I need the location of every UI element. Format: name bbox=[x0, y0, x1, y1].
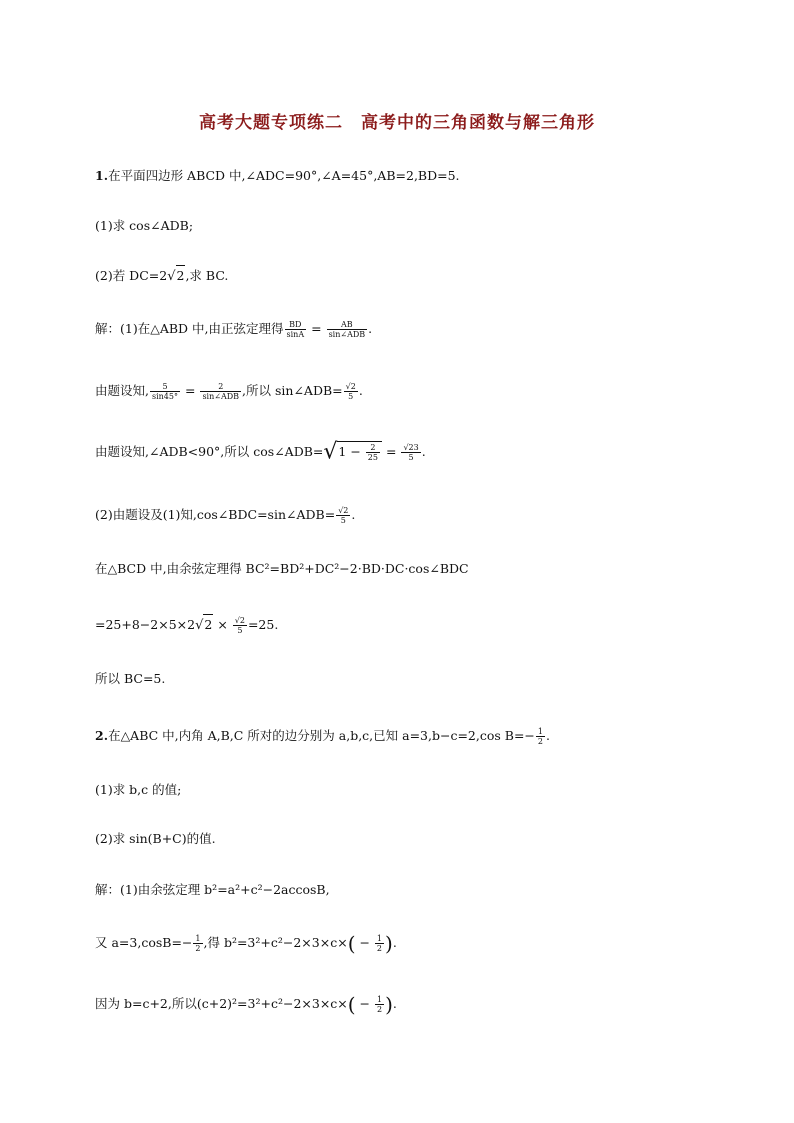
q1-solution-line3: 由题设知,∠ADB<90°,所以 cos∠ADB=√1 − $\frac{2}{25}$ = $\frac{√23}{5}$ . bbox=[95, 439, 426, 465]
right-paren: ) bbox=[385, 992, 393, 1017]
q2-part2: (2)求 sin(B+C)的值. bbox=[95, 831, 216, 846]
q1-solution-line4: (2)由题设及(1)知,cos∠BDC=sin∠ADB= $\frac{√2}{5}$ . bbox=[95, 506, 356, 525]
fraction: $\frac{√2}{5}$ bbox=[234, 616, 245, 635]
sqrt-sign: √ bbox=[195, 618, 204, 633]
q1-part1: (1)求 cos∠ADB; bbox=[95, 218, 194, 233]
q1-number: 1. bbox=[95, 168, 109, 183]
q1-solution-line6: =25+8−2×5×2√2 × $\frac{√2}{5}$ =25. bbox=[95, 616, 279, 635]
fraction: $\frac{AB}{\text{sin∠ADB}}$ bbox=[328, 320, 366, 339]
q2-solution-line3: 因为 b=c+2,所以(c+2)²=3²+c²−2×3×c×( − $\frac{1}{2}$ ). bbox=[95, 992, 397, 1017]
left-paren: ( bbox=[347, 992, 356, 1017]
q2-solution-line1: 解：(1)由余弦定理 b²=a²+c²−2accosB, bbox=[95, 882, 330, 897]
fraction: $\frac{5}{\sin 45^\circ}$ bbox=[151, 382, 178, 401]
q1-stem-text: 在平面四边形 ABCD 中,∠ADC=90°,∠A=45°,AB=2,BD=5. bbox=[108, 168, 460, 183]
fraction: $\frac{1}{2}$ bbox=[376, 934, 383, 953]
q2-stem: 2.在△ABC 中,内角 A,B,C 所对的边分别为 a,b,c,已知 a=3,b−c=2,cos B=− $\frac{1}{2}$ . bbox=[95, 727, 550, 746]
q2-number: 2. bbox=[95, 728, 109, 743]
sqrt-sign: √ bbox=[323, 439, 338, 465]
fraction: $\frac{2}{\text{sin∠ADB}}$ bbox=[202, 382, 240, 401]
q2-solution-line2: 又 a=3,cosB=− $\frac{1}{2}$ ,得 b²=3²+c²−2×3×c×( − $\frac{1}{2}$ ). bbox=[95, 931, 397, 956]
fraction: $\frac{1}{2}$ bbox=[377, 995, 383, 1014]
page-title: 高考大题专项练二 高考中的三角函数与解三角形 bbox=[199, 113, 595, 133]
fraction: $\frac{√2}{5}$ bbox=[338, 506, 349, 525]
fraction: $\frac{√2}{5}$ bbox=[345, 382, 356, 401]
q1-part2: (2)若 DC=2√2,求 BC. bbox=[95, 265, 228, 287]
left-paren: ( bbox=[347, 931, 356, 956]
fraction: $\frac{1}{2}$ bbox=[195, 934, 201, 953]
fraction: $\frac{BD}{\sin A}$ bbox=[286, 320, 305, 339]
fraction: $\frac{1}{2}$ bbox=[537, 727, 543, 746]
right-paren: ) bbox=[385, 931, 393, 956]
fraction: $\frac{2}{25}$ bbox=[367, 443, 378, 462]
q1-stem bbox=[95, 166, 460, 186]
q1-solution-line5: 在△BCD 中,由余弦定理得 BC²=BD²+DC²−2·BD·DC·cos∠BDC bbox=[95, 561, 469, 576]
fraction: $\frac{√23}{5}$ bbox=[403, 443, 419, 462]
q1-solution-line2: 由题设知, $\frac{5}{\sin 45^\circ}$ = $\frac{2}{\text{sin∠ADB}}$ ,所以 sin∠ADB= $\frac{√2}{5}$ . bbox=[95, 382, 363, 401]
sqrt-sign: √ bbox=[167, 269, 176, 284]
q1-solution-line1: 解：(1)在△ABD 中,由正弦定理得 $\frac{BD}{\sin A}$ = $\frac{AB}{\text{sin∠ADB}}$ . bbox=[95, 320, 373, 339]
q2-part1: (1)求 b,c 的值; bbox=[95, 782, 182, 797]
q1-solution-line7: 所以 BC=5. bbox=[95, 671, 166, 686]
